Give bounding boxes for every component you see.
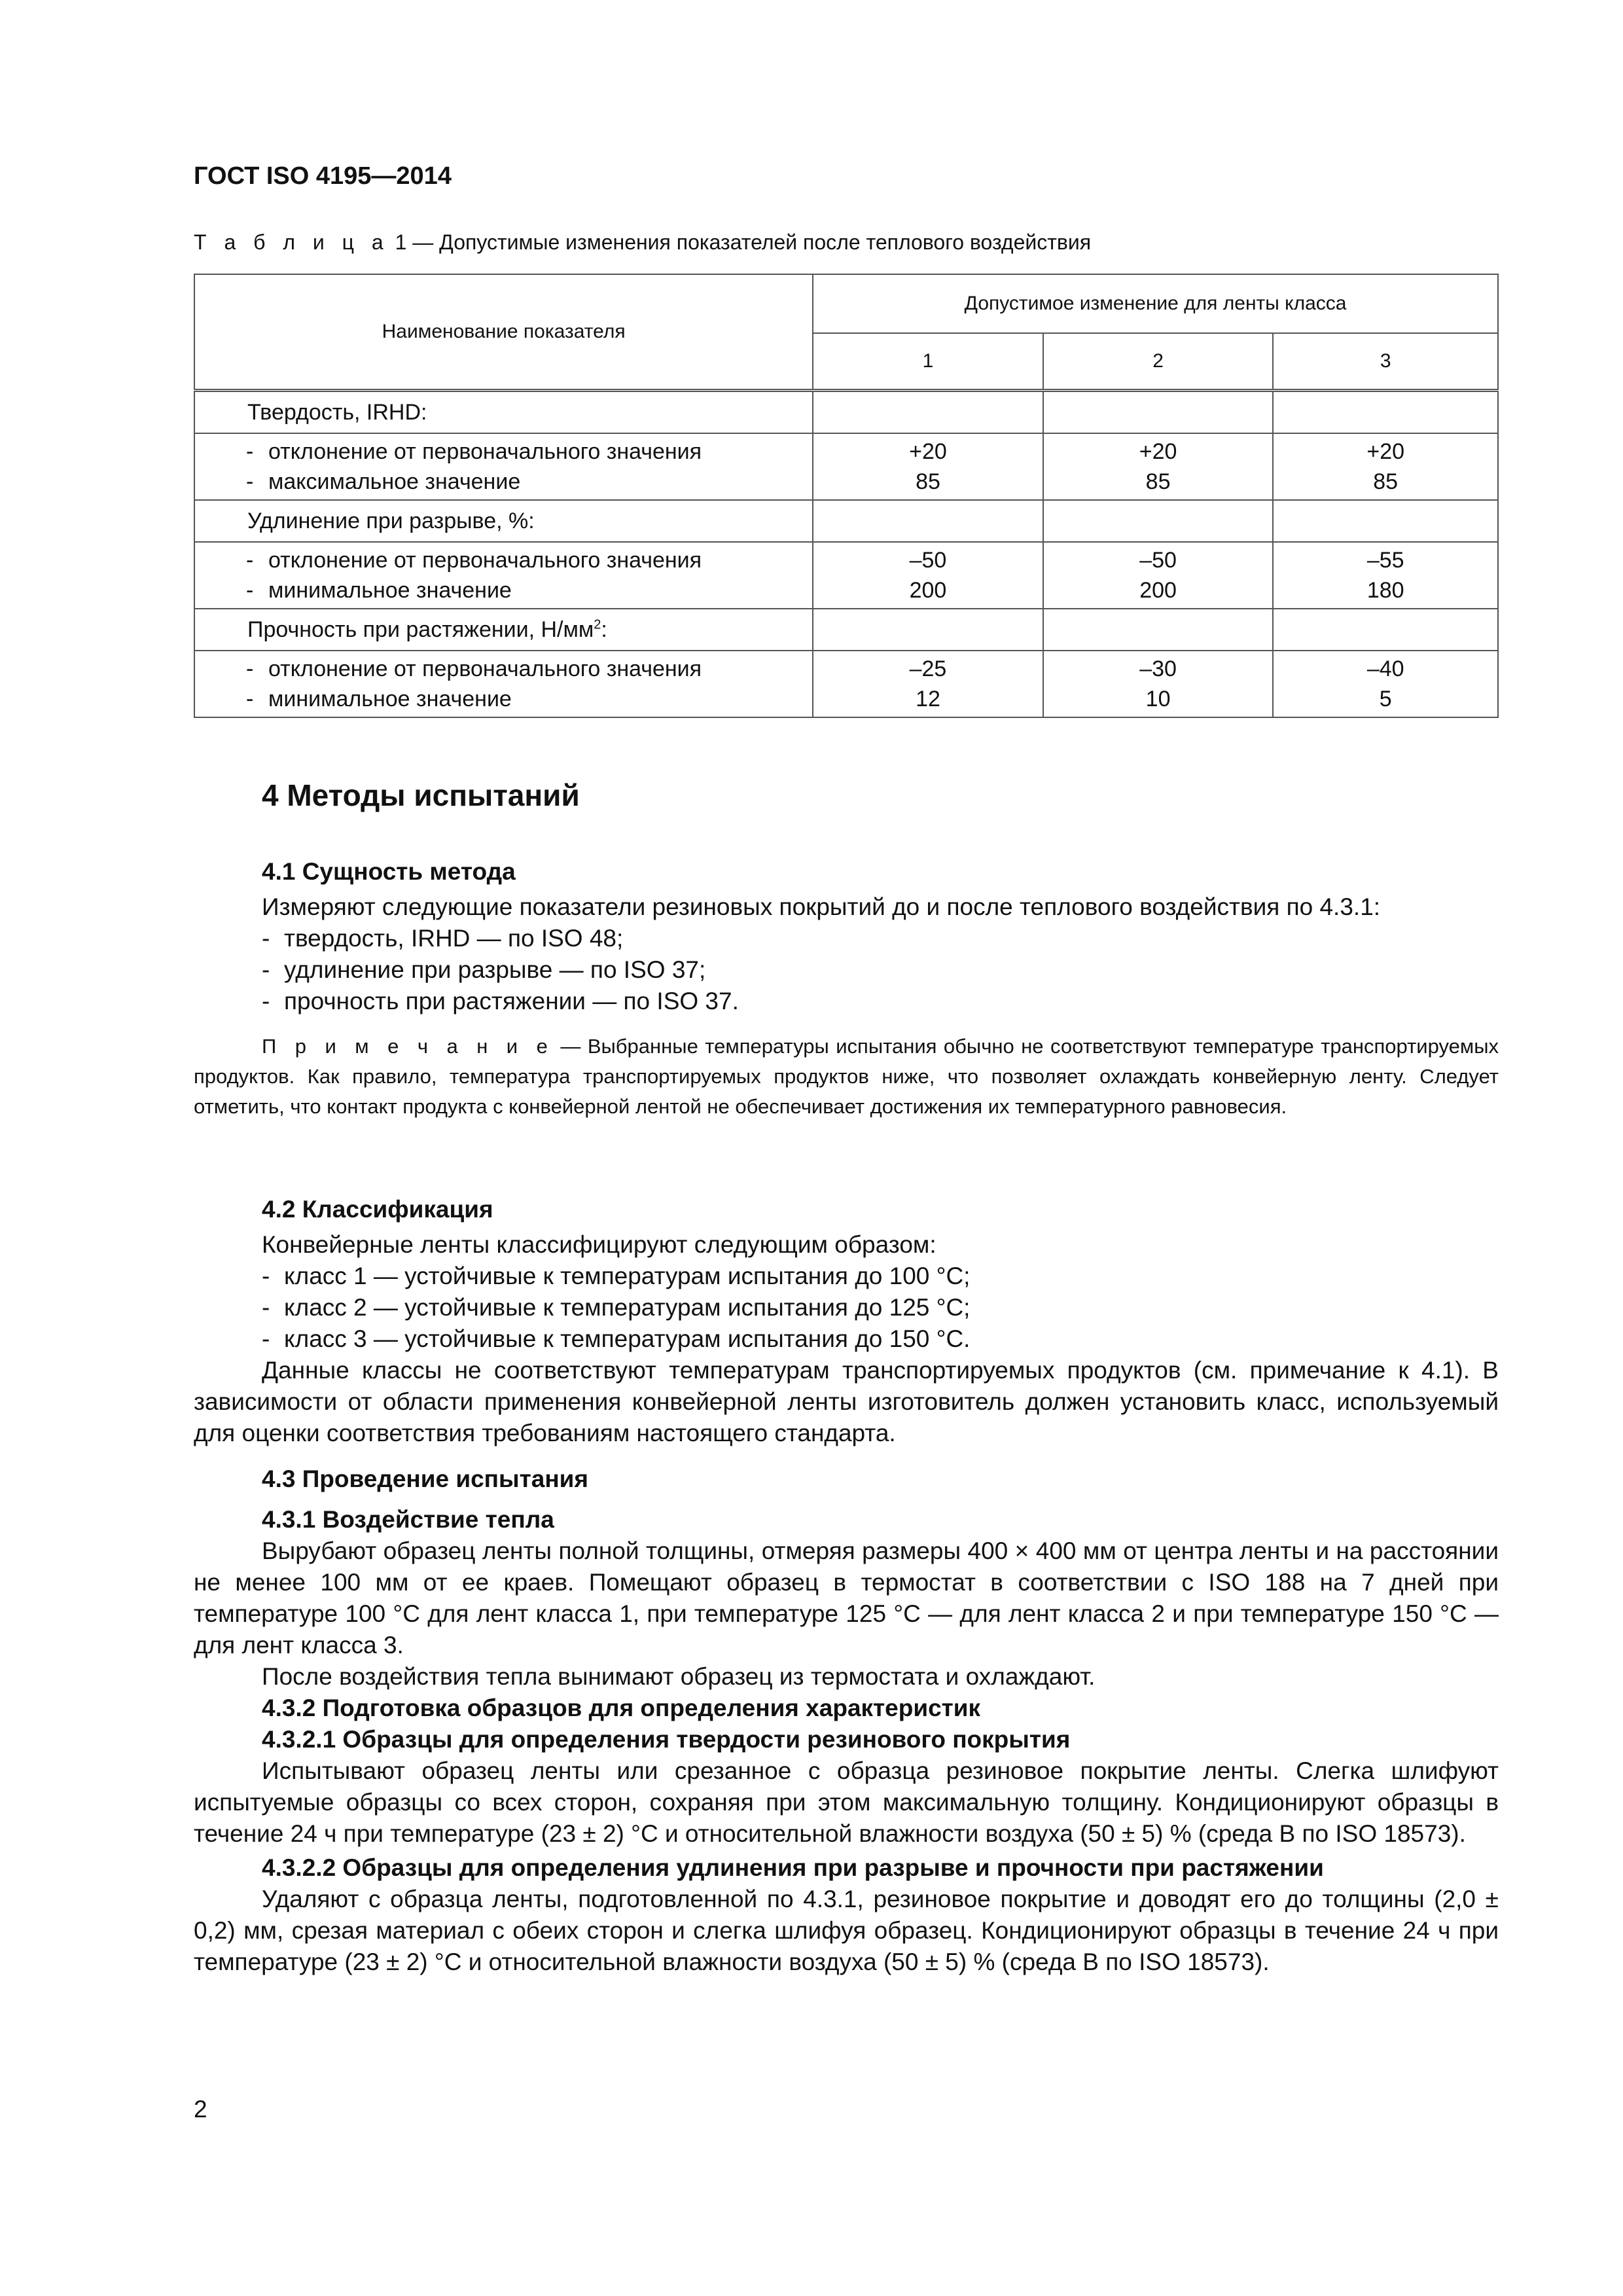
table-caption [194, 230, 1091, 255]
note-text: — Выбранные температуры испытания обычно не соответствуют температуре транспортируемых продуктов. Как правило, температура транспортируемых продуктов ниже, что позволяет охлаждать конвейерную ленту. Следует отметить, что контакт продукта с конвейерной лентой не обеспечивает достижения их температурного равновесия. [194, 1035, 1499, 1118]
note [194, 1031, 1499, 1122]
table-cell: –50 200 [813, 542, 1043, 609]
table-cell: –55 180 [1273, 542, 1498, 609]
table-cell: +20 85 [813, 433, 1043, 500]
row-label-hardness: Твердость, IRHD: [194, 391, 813, 434]
subsection-heading-4-3-2: 4.3.2 Подготовка образцов для определения характеристик [262, 1695, 981, 1721]
subsection-heading: 4.3 Проведение испытания [262, 1465, 589, 1492]
subsection-heading: 4.2 Классификация [262, 1196, 493, 1223]
note-label: П р и м е ч а н и е [262, 1035, 554, 1058]
paragraph: Вырубают образец ленты полной толщины, отмеряя размеры 400 × 400 мм от центра ленты и на расстоянии не менее 100 мм от ее краев. Помещают образец в термостат в соответствии с ISO 188 на 7 дней при температуре 100 °С для лент класса 1, при температуре 125 °С — для лент класса 2 и при температуре 150 °С — для лент класса 3. [194, 1537, 1499, 1659]
requirements-table [194, 274, 1499, 718]
table-row [194, 433, 1498, 500]
table-row [194, 609, 1498, 651]
column-header-class-1: 1 [813, 333, 1043, 391]
table-cell: –30 10 [1043, 651, 1274, 717]
list-item: - класс 2 — устойчивые к температурам испытания до 125 °С; [262, 1294, 971, 1321]
row-label: - отклонение от первоначального значения - минимальное значение [194, 542, 813, 609]
column-header-name: Наименование показателя [194, 274, 813, 391]
column-header-class-3: 3 [1273, 333, 1498, 391]
row-label: - отклонение от первоначального значения - минимальное значение [194, 651, 813, 717]
section-title: 4 Методы испытаний [262, 778, 580, 812]
table-caption-number: 1 [395, 230, 407, 254]
row-label-tensile: Прочность при растяжении, $Н/мм^2$: [194, 609, 813, 651]
list-item: - удлинение при разрыве — по ISO 37; [262, 956, 706, 983]
subsection-heading-4-3-2-1: 4.3.2.1 Образцы для определения твердости резинового покрытия [262, 1726, 1071, 1753]
section-4-2 [194, 1194, 1499, 1449]
list-item: - класс 3 — устойчивые к температурам испытания до 150 °С. [262, 1325, 971, 1352]
table-cell: +20 85 [1273, 433, 1498, 500]
paragraph: Испытывают образец ленты или срезанное с образца резиновое покрытие ленты. Слегка шлифуют испытуемые образцы со всех сторон, сохраняя при этом максимальную толщину. Кондиционируют образцы в течение 24 ч при температуре (23 ± 2) °С и относительной влажности воздуха (50 ± 5) % (среда В по ISO 18573). [194, 1757, 1499, 1847]
paragraph: Конвейерные ленты классифицируют следующим образом: [262, 1231, 936, 1258]
list-item: - класс 1 — устойчивые к температурам испытания до 100 °С; [262, 1263, 971, 1289]
subsection-heading: 4.1 Сущность метода [262, 858, 516, 885]
table-row [194, 500, 1498, 542]
paragraph: После воздействия тепла вынимают образец из термостата и охлаждают. [262, 1663, 1096, 1690]
column-header-group: Допустимое изменение для ленты класса [813, 274, 1498, 333]
table-cell: –40 5 [1273, 651, 1498, 717]
table-cell: +20 85 [1043, 433, 1274, 500]
table-row [194, 542, 1498, 609]
table-row [194, 391, 1498, 434]
list-item: - прочность при растяжении — по ISO 37. [262, 988, 739, 1014]
table-cell: –50 200 [1043, 542, 1274, 609]
list-item: - твердость, IRHD — по ISO 48; [262, 925, 624, 952]
row-label: - отклонение от первоначального значения - максимальное значение [194, 433, 813, 500]
column-header-class-2: 2 [1043, 333, 1274, 391]
subsection-heading-4-3-1: 4.3.1 Воздействие тепла [262, 1506, 554, 1533]
row-label-elongation: Удлинение при разрыве, %: [194, 500, 813, 542]
paragraph: Данные классы не соответствуют температурам транспортируемых продуктов (см. примечание к 4.1). В зависимости от области применения конвейерной ленты изготовитель должен установить класс, используемый для оценки соответствия требованиям настоящего стандарта. [194, 1357, 1499, 1446]
paragraph: Удаляют с образца ленты, подготовленной по 4.3.1, резиновое покрытие и доводят его до толщины (2,0 ± 0,2) мм, срезая материал с обеих сторон и слегка шлифуя образец. Кондиционируют образцы в течение 24 ч при температуре (23 ± 2) °С и относительной влажности воздуха (50 ± 5) % (среда В по ISO 18573). [194, 1886, 1499, 1975]
page-number: 2 [194, 2096, 207, 2123]
subsection-heading-4-3-2-2: 4.3.2.2 Образцы для определения удлинения при разрыве и прочности при растяжении [262, 1854, 1324, 1881]
document-header: ГОСТ ISO 4195—2014 [194, 162, 452, 190]
paragraph: Измеряют следующие показатели резиновых покрытий до и после теплового воздействия по 4.3.1: [262, 893, 1381, 920]
section-4-3 [194, 1463, 1499, 1978]
section-4-1 [194, 856, 1499, 1122]
table-caption-text: — Допустимые изменения показателей после теплового воздействия [412, 230, 1092, 254]
table-caption-prefix: Т а б л и ц а [194, 230, 389, 254]
table-cell: –25 12 [813, 651, 1043, 717]
table-row [194, 651, 1498, 717]
